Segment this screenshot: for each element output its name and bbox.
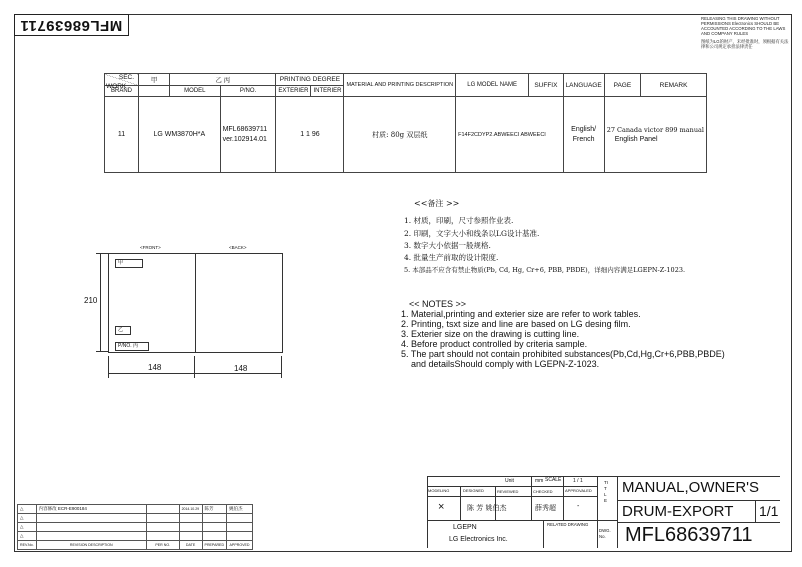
page-header: PAGE bbox=[604, 74, 640, 97]
scale-label: SCALE bbox=[545, 477, 562, 483]
work-value: 11 bbox=[105, 97, 139, 173]
notes-en-item: and detailsShould comply with LGEPN-Z-1023. bbox=[401, 359, 600, 369]
title-vertical-label: TITLE bbox=[604, 480, 608, 503]
brand-header-2 bbox=[139, 86, 170, 97]
notes-en-item: 1. Material,printing and exterier size are refer to work tables. bbox=[401, 309, 641, 319]
designer-reviewer-names: 陈 芳 姚伯杰 bbox=[467, 504, 507, 512]
warning-en: RELEASING THIS DRAWING WITHOUT PERMISSIONS Electronics SHOULD BE ACCOUNTED ACCORDING TO THE LAWS AND COMPANY RULES bbox=[701, 16, 786, 36]
remark-value bbox=[604, 97, 706, 173]
rev-row1-date: 2014.10.29 bbox=[179, 505, 202, 514]
remark-line-2: English Panel bbox=[614, 135, 658, 143]
language-value bbox=[563, 97, 604, 173]
rev-triangle-icon: △ bbox=[18, 505, 37, 514]
height-dim-tick-bottom bbox=[96, 351, 108, 352]
rev-head-ref: PER NO. bbox=[146, 541, 179, 550]
fold-line bbox=[195, 254, 196, 352]
notes-cn-title: <<备注 >> bbox=[414, 199, 460, 208]
notes-en-item: 4. Before product controlled by criteria sample. bbox=[401, 339, 588, 349]
tag-pno: P/NO. 丙 bbox=[115, 342, 149, 351]
notes-cn-item: 1. 材质，印刷，尺寸参照作业表. bbox=[404, 216, 514, 226]
tb-line bbox=[617, 476, 618, 548]
modeling-cross-icon: × bbox=[438, 501, 445, 513]
approved-label: APPROVALED bbox=[565, 488, 592, 493]
language-line-2: French bbox=[572, 135, 595, 143]
interior-header: INTERIER bbox=[311, 86, 344, 97]
pno-value bbox=[220, 97, 276, 173]
lg-model-value: F14F2CDYP2.ABWEECI ABWEECI bbox=[456, 97, 563, 173]
tb-border-top bbox=[427, 476, 780, 477]
doc-title-line1: MANUAL,OWNER'S bbox=[622, 479, 760, 496]
notes-cn-item: 5. 本部品不应含有禁止物质(Pb, Cd, Hg, Cr+6, PBB, PBDE)，详细内容满足LGEPN-Z-1023. bbox=[404, 266, 686, 275]
pno-number: MFL68639711 bbox=[222, 125, 268, 133]
company-short: LGEPN bbox=[453, 524, 477, 531]
notes-chinese bbox=[404, 198, 685, 277]
tb-line bbox=[755, 500, 756, 522]
language-line-1: English/ bbox=[571, 125, 597, 133]
printing-degree-header: PRINTING DEGREE bbox=[276, 74, 344, 86]
unit-value: mm bbox=[535, 478, 544, 484]
tb-line bbox=[427, 520, 617, 521]
tb-line bbox=[543, 520, 544, 548]
company-full: LG Electronics Inc. bbox=[449, 536, 508, 543]
rev-row1-approved: 姚伯杰 bbox=[227, 505, 253, 514]
tb-line bbox=[531, 476, 532, 520]
language-header: LANGUAGE bbox=[563, 74, 604, 97]
notes-en-item: 5. The part should not contain prohibited substances(Pb,Cd,Hg,Cr+6,PBB,PBDE) bbox=[401, 349, 725, 359]
notes-cn-item: 2. 印刷，文字大小和线条以LG设计基准. bbox=[404, 228, 540, 238]
material-desc-header: MATERIAL AND PRINTING DESCRIPTION bbox=[344, 74, 456, 97]
height-dim: 210 bbox=[84, 296, 98, 305]
rev-head-no: REV.No. bbox=[18, 541, 37, 550]
suffix-header: SUFFIX bbox=[529, 74, 563, 97]
rev-head-approved: APPROVED bbox=[227, 541, 253, 550]
dwg-no-label: DWG. No. bbox=[599, 528, 611, 539]
approved-dash: - bbox=[577, 503, 580, 510]
brand-header: BRAND bbox=[105, 86, 139, 97]
exterior-header: EXTERIER bbox=[276, 86, 311, 97]
tag-jia: 甲 bbox=[115, 259, 143, 268]
unit-label: Unit bbox=[505, 478, 514, 484]
rev-head-desc: REVISION DESCRIPTION bbox=[36, 541, 146, 550]
scale-value: 1 / 1 bbox=[573, 478, 583, 484]
dwg-number: MFL68639711 bbox=[625, 524, 753, 546]
back-label: <BACK> bbox=[229, 245, 247, 250]
notes-en-item: 2. Printing, tsxt size and line are based on LG desing film. bbox=[401, 319, 631, 329]
rev-triangle-icon: △ bbox=[18, 523, 37, 532]
title-block bbox=[427, 476, 780, 548]
notes-cn-item: 4. 批量生产前取的设计限度. bbox=[404, 253, 499, 263]
brand-model-value: LG WM3870H*A bbox=[139, 97, 221, 173]
width-dim-tick-left bbox=[108, 356, 109, 378]
height-dim-tick-top bbox=[96, 253, 108, 254]
warning-cn: 图纸为LG的财产，未经批准时，须根据有关法律和公司规定承担法律责任 bbox=[701, 39, 789, 49]
rev-triangle-icon: △ bbox=[18, 532, 37, 541]
notes-english bbox=[401, 299, 725, 369]
notes-cn-item: 3. 数字大小依据一般规格. bbox=[404, 240, 491, 250]
tb-line bbox=[597, 476, 598, 548]
front-label: <FRONT> bbox=[140, 245, 161, 250]
page-of: 1/1 bbox=[759, 503, 779, 519]
height-dim-line bbox=[100, 253, 101, 351]
tb-line bbox=[617, 522, 780, 523]
reviewed-label: REVIEWED bbox=[497, 489, 519, 494]
mirrored-code-box bbox=[14, 14, 129, 36]
width-dim-right: 148 bbox=[234, 364, 248, 373]
degree-value: 1 1 96 bbox=[276, 97, 344, 173]
rev-row1-desc: 内容修改 ECR-E900184 bbox=[36, 505, 146, 514]
rev-row1-ref bbox=[146, 505, 179, 514]
modeling-label: MODELING bbox=[428, 488, 450, 493]
checked-name: 薛秀超 bbox=[535, 504, 556, 512]
mirrored-code: MFL68639711 bbox=[20, 16, 123, 34]
rev-head-date: DATE bbox=[179, 541, 202, 550]
rev-head-prepared: PREPARED bbox=[202, 541, 227, 550]
designed-label: DESIGNED bbox=[463, 488, 484, 493]
pno-version: ver.102914.01 bbox=[222, 135, 267, 143]
width-dim-tick-right bbox=[281, 356, 282, 378]
spec-table bbox=[104, 73, 707, 173]
related-drawing-label: RELATED DRAWING bbox=[547, 522, 589, 527]
tb-line bbox=[427, 496, 597, 497]
sec-label: SEC. bbox=[118, 74, 135, 81]
doc-title-line2: DRUM-EXPORT bbox=[622, 503, 734, 520]
tag-yi: 乙 bbox=[115, 326, 131, 335]
work-label: WORK bbox=[106, 83, 127, 90]
notes-en-item: 3. Exterier size on the drawing is cutting line. bbox=[401, 329, 580, 339]
width-dim-tick-mid bbox=[194, 356, 195, 378]
tb-line bbox=[460, 486, 461, 520]
col-yibing: 乙 丙 bbox=[170, 74, 276, 86]
booklet-layout bbox=[108, 253, 283, 353]
checked-label: CHECKED bbox=[533, 489, 553, 494]
model-header: MODEL bbox=[170, 86, 220, 97]
tb-line bbox=[427, 486, 597, 487]
material-value: 村质: 80g 双层纸 bbox=[344, 97, 456, 173]
remark-header: REMARK bbox=[641, 74, 707, 97]
sec-work-cell bbox=[105, 74, 139, 90]
lg-model-name-header: LG MODEL NAME bbox=[456, 74, 529, 97]
tb-line bbox=[563, 476, 564, 520]
rev-triangle-icon: △ bbox=[18, 514, 37, 523]
confidentiality-warning bbox=[701, 16, 789, 52]
notes-en-title: << NOTES >> bbox=[409, 299, 467, 309]
remark-line-1: 27 Canada victor 899 manual bbox=[606, 125, 704, 134]
revision-table bbox=[17, 504, 253, 550]
col-jia: 甲 bbox=[139, 74, 170, 86]
pno-header: P/NO. bbox=[220, 86, 276, 97]
rev-row1-prepared: 陈芳 bbox=[202, 505, 227, 514]
width-dim-left: 148 bbox=[148, 363, 162, 372]
